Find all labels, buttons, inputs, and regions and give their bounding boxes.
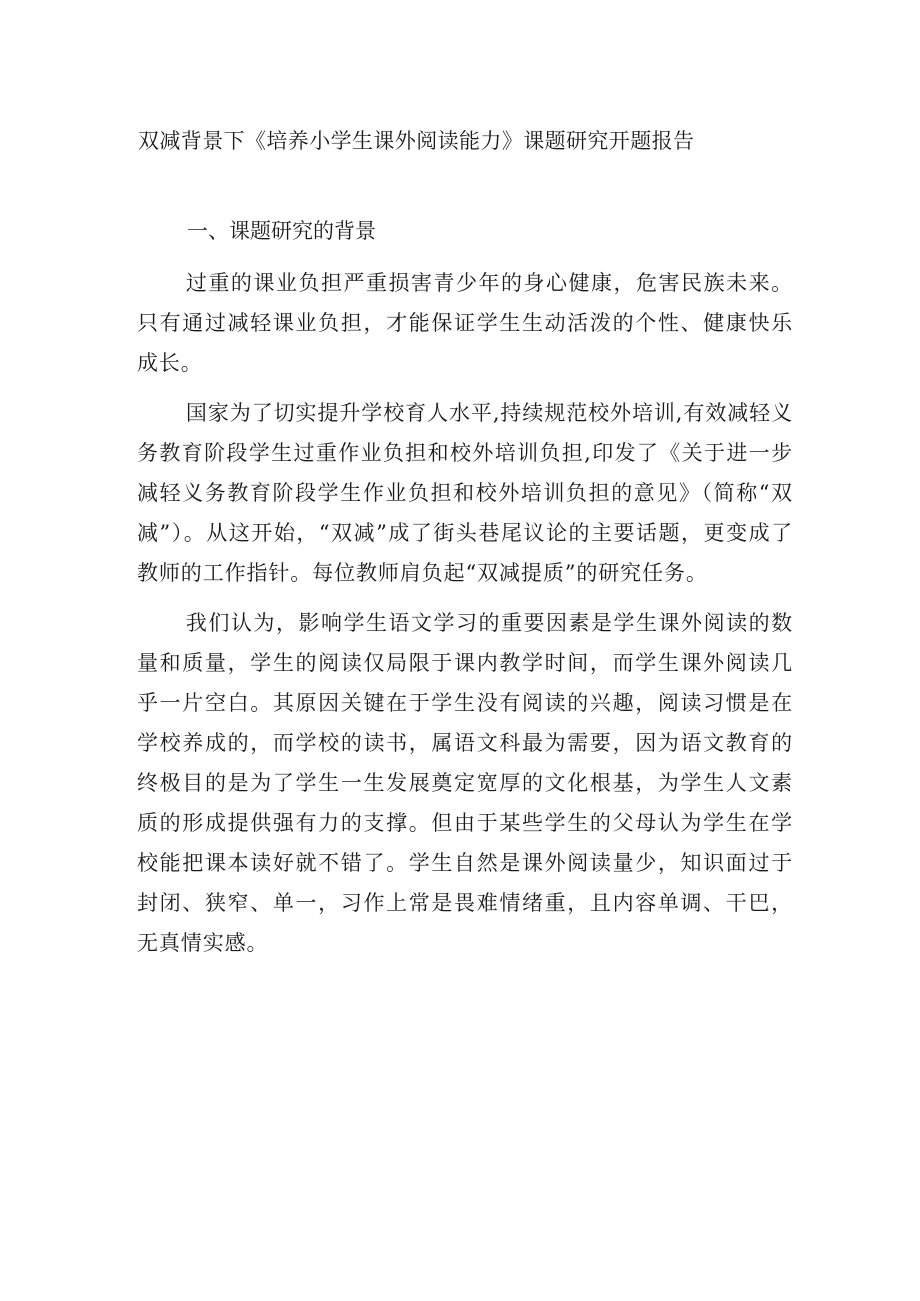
paragraph-reading-importance: 我们认为，影响学生语文学习的重要因素是学生课外阅读的数量和质量，学生的阅读仅局限于课内教学时间，而学生课外阅读几乎一片空白。其原因关键在于学生没有阅读的兴趣，阅读习惯是在学校养成的，而学校的读书，属语文科最为需要，因为语文教育的终极目的是为了学生一生发展奠定宽厚的文化根基，为学生人文素质的形成提供强有力的支撑。但由于某些学生的父母认为学生在学校能把课本读好就不错了。学生自然是课外阅读量少，知识面过于封闭、狭窄、单一，习作上常是畏难情绪重，且内容单调、干巴，无真情实感。 xyxy=(137,611,793,955)
document-body xyxy=(137,213,793,973)
section-heading: 一、课题研究的背景 xyxy=(187,219,376,243)
paragraph-burden: 过重的课业负担严重损害青少年的身心健康，危害民族未来。只有通过减轻课业负担，才能保证学生生动活泼的个性、健康快乐成长。 xyxy=(137,271,793,375)
document-title: 双减背景下《培养小学生课外阅读能力》课题研究开题报告 xyxy=(138,129,695,153)
paragraph-double-reduction: 国家为了切实提升学校育人水平,持续规范校外培训,有效减轻义务教育阶段学生过重作业负担和校外培训负担,印发了《关于进一步减轻义务教育阶段学生作业负担和校外培训负担的意见》（简称“双减”）。从这开始，“双减”成了街头巷尾议论的主要话题，更变成了教师的工作指针。每位教师肩负起“双减提质”的研究任务。 xyxy=(137,401,793,585)
